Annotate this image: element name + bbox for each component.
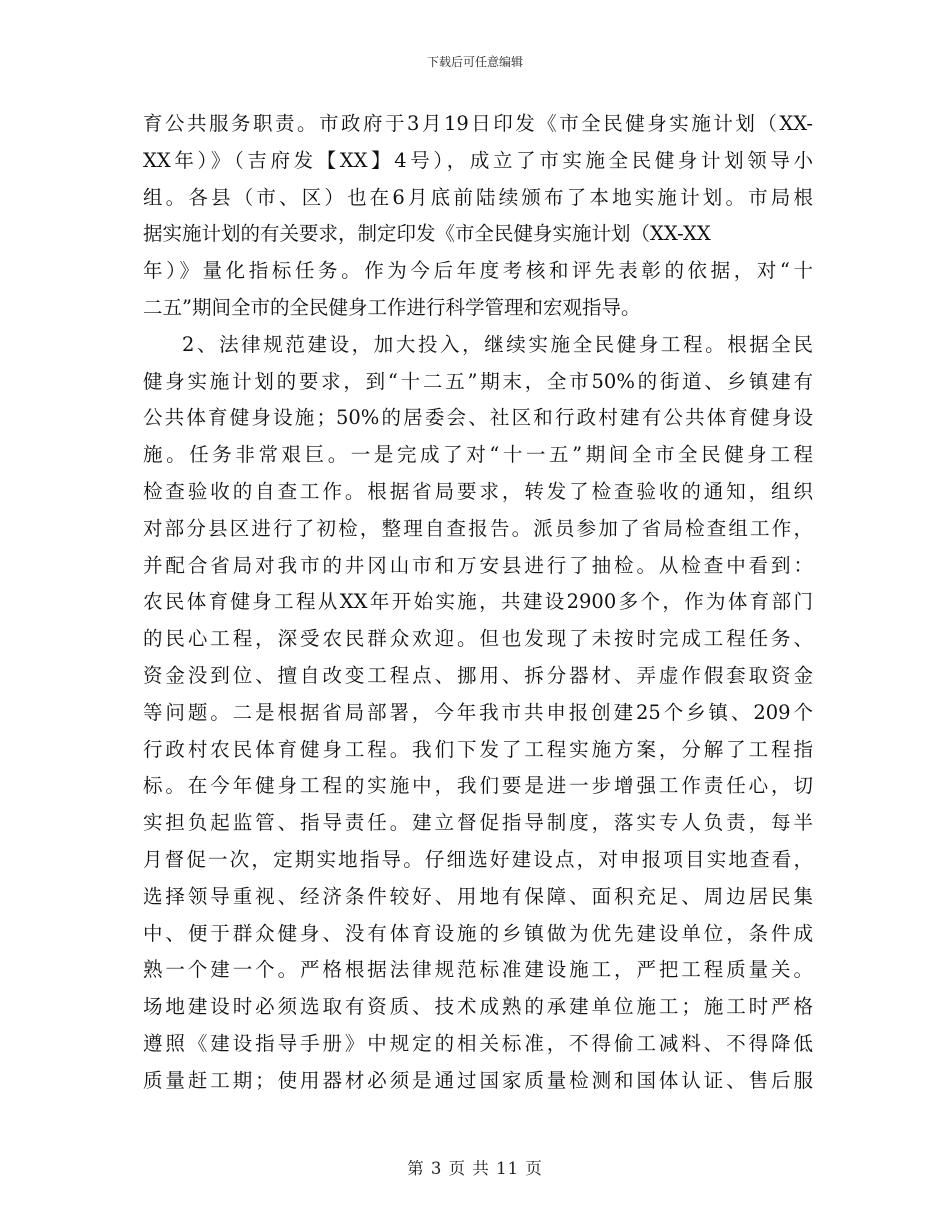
text-line: 农民体育健身工程从XX年开始实施，共建设2900多个，作为体育部门 [143, 590, 813, 614]
text-line: 公共体育健身设施；50%的居委会、社区和行政村建有公共体育健身设 [143, 406, 813, 430]
text-line: 对部分县区进行了初检，整理自查报告。派员参加了省局检查组工作， [143, 516, 813, 540]
paragraph-end-line: 二五”期间全市的全民健身工作进行科学管理和宏观指导。 [143, 295, 641, 319]
text-line: 质量赶工期；使用器材必须是通过国家质量检测和国体认证、售后服 [143, 1068, 813, 1092]
text-line: 组。各县（市、区）也在6月底前陆续颁布了本地实施计划。市局根 [143, 185, 813, 209]
text-line: 遵照《建设指导手册》中规定的相关标准，不得偷工减料、不得降低 [143, 1031, 813, 1055]
text-line: 施。任务非常艰巨。一是完成了对“十一五”期间全市全民健身工程 [143, 443, 813, 467]
text-line: 资金没到位、擅自改变工程点、挪用、拆分器材、弄虚作假套取资金 [143, 663, 813, 687]
text-line: 检查验收的自查工作。根据省局要求，转发了检查验收的通知，组织 [143, 479, 813, 503]
text-line: 选择领导重视、经济条件较好、用地有保障、面积充足、周边居民集 [143, 884, 813, 908]
text-line: 据实施计划的有关要求，制定印发《市全民健身实施计划（XX-XX [143, 222, 711, 246]
text-line: 年）》量化指标任务。作为今后年度考核和评先表彰的依据，对“十 [143, 259, 813, 283]
text-line: 等问题。二是根据省局部署，今年我市共申报创建25个乡镇、209个 [143, 700, 813, 724]
text-line: 健身实施计划的要求，到“十二五”期末，全市50%的街道、乡镇建有 [143, 369, 813, 393]
paragraph-start-line: 2、法律规范建设，加大投入，继续实施全民健身工程。根据全民 [182, 332, 813, 356]
document-body [143, 106, 813, 1100]
header-note: 下载后可任意编辑 [426, 55, 523, 69]
text-line: 月督促一次，定期实地指导。仔细选好建设点，对申报项目实地查看， [143, 847, 813, 871]
text-line: 标。在今年健身工程的实施中，我们要是进一步增强工作责任心，切 [143, 774, 813, 798]
text-line: 场地建设时必须选取有资质、技术成熟的承建单位施工；施工时严格 [143, 995, 813, 1019]
page-number-label: 第 3 页 共 11 页 [407, 1159, 543, 1178]
text-line: 并配合省局对我市的井冈山市和万安县进行了抽检。从检查中看到： [143, 553, 813, 577]
text-line: 的民心工程，深受农民群众欢迎。但也发现了未按时完成工程任务、 [143, 627, 813, 651]
text-line: 中、便于群众健身、没有体育设施的乡镇做为优先建设单位，条件成 [143, 921, 813, 945]
text-line: 行政村农民体育健身工程。我们下发了工程实施方案，分解了工程指 [143, 737, 813, 761]
text-line: 实担负起监管、指导责任。建立督促指导制度，落实专人负责，每半 [143, 811, 813, 835]
text-line: XX年）》（吉府发【XX】4号），成立了市实施全民健身计划领导小 [143, 148, 813, 172]
text-line: 熟一个建一个。严格根据法律规范标准建设施工，严把工程质量关。 [143, 958, 813, 982]
text-line: 育公共服务职责。市政府于3月19日印发《市全民健身实施计划（XX- [143, 112, 813, 135]
page-number-footer [0, 1155, 950, 1179]
